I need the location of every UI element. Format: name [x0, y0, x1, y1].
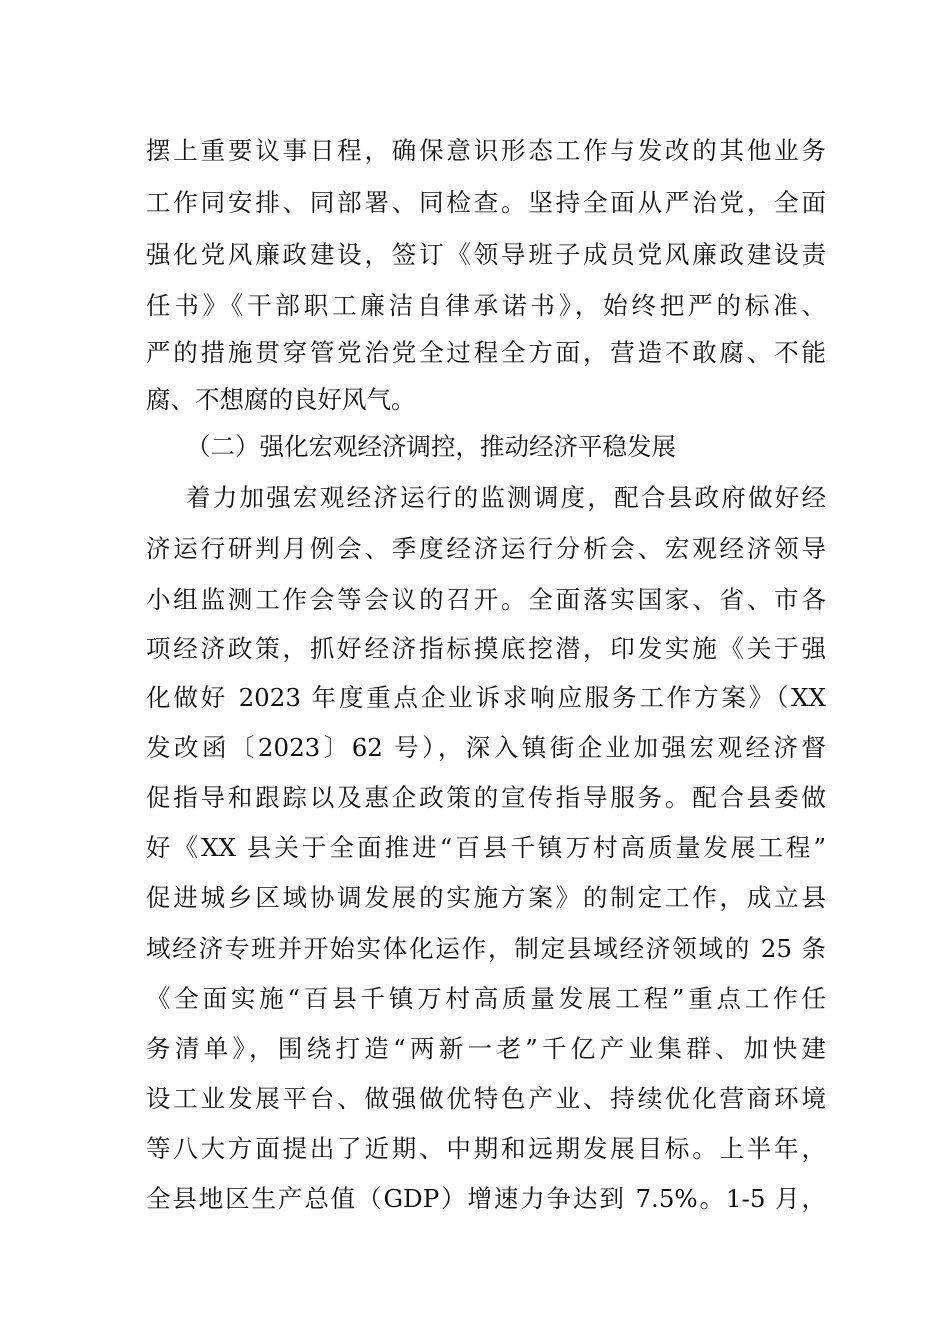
- paragraph-1-line-5: 严的措施贯穿管党治党全过程全方面，营造不敢腐、不能: [146, 338, 826, 367]
- paragraph-1-line-2: 工作同安排、同部署、同检查。坚持全面从严治党，全面: [146, 188, 826, 217]
- paragraph-2-line-5: 化做好 2023 年度重点企业诉求响应服务工作方案》（XX: [146, 683, 826, 712]
- paragraph-2-line-10: 域经济专班并开始实体化运作，制定县域经济领域的 25 条: [146, 934, 826, 963]
- paragraph-2-line-9: 促进城乡区域协调发展的实施方案》的制定工作，成立县: [146, 883, 826, 912]
- paragraph-1-line-1: 摆上重要议事日程，确保意识形态工作与发改的其他业务: [146, 136, 826, 165]
- paragraph-2-line-6: 发改函〔2023〕62 号），深入镇街企业加强宏观经济督: [146, 733, 826, 762]
- paragraph-2-line-4: 项经济政策，抓好经济指标摸底挖潜，印发实施《关于强: [146, 634, 826, 663]
- paragraph-2-line-1: 着力加强宏观经济运行的监测调度，配合县政府做好经: [186, 483, 826, 512]
- paragraph-2-line-8: 好《XX 县关于全面推进“百县千镇万村高质量发展工程”: [146, 833, 826, 862]
- paragraph-2-line-12: 务清单》，围绕打造“两新一老”千亿产业集群、加快建: [146, 1034, 826, 1063]
- paragraph-2-line-13: 设工业发展平台、做强做优特色产业、持续优化营商环境: [146, 1084, 826, 1113]
- paragraph-1-line-3: 强化党风廉政建设，签订《领导班子成员党风廉政建设责: [146, 240, 826, 269]
- paragraph-2-line-14: 等八大方面提出了近期、中期和远期发展目标。上半年，: [146, 1134, 826, 1163]
- paragraph-2-line-3: 小组监测工作会等会议的召开。全面落实国家、省、市各: [146, 585, 826, 614]
- paragraph-1-line-6: 腐、不想腐的良好风气。: [146, 385, 416, 414]
- paragraph-2-line-2: 济运行研判月例会、季度经济运行分析会、宏观经济领导: [146, 534, 826, 563]
- section-heading: （二）强化宏观经济调控，推动经济平稳发展: [186, 432, 676, 461]
- paragraph-1-line-4: 任书》《干部职工廉洁自律承诺书》，始终把严的标准、: [146, 291, 826, 320]
- paragraph-2-line-7: 促指导和跟踪以及惠企政策的宣传指导服务。配合县委做: [146, 783, 826, 812]
- paragraph-2-line-15: 全县地区生产总值（GDP）增速力争达到 7.5%。1-5 月，: [146, 1184, 826, 1213]
- paragraph-2-line-11: 《全面实施“百县千镇万村高质量发展工程”重点工作任: [146, 984, 826, 1013]
